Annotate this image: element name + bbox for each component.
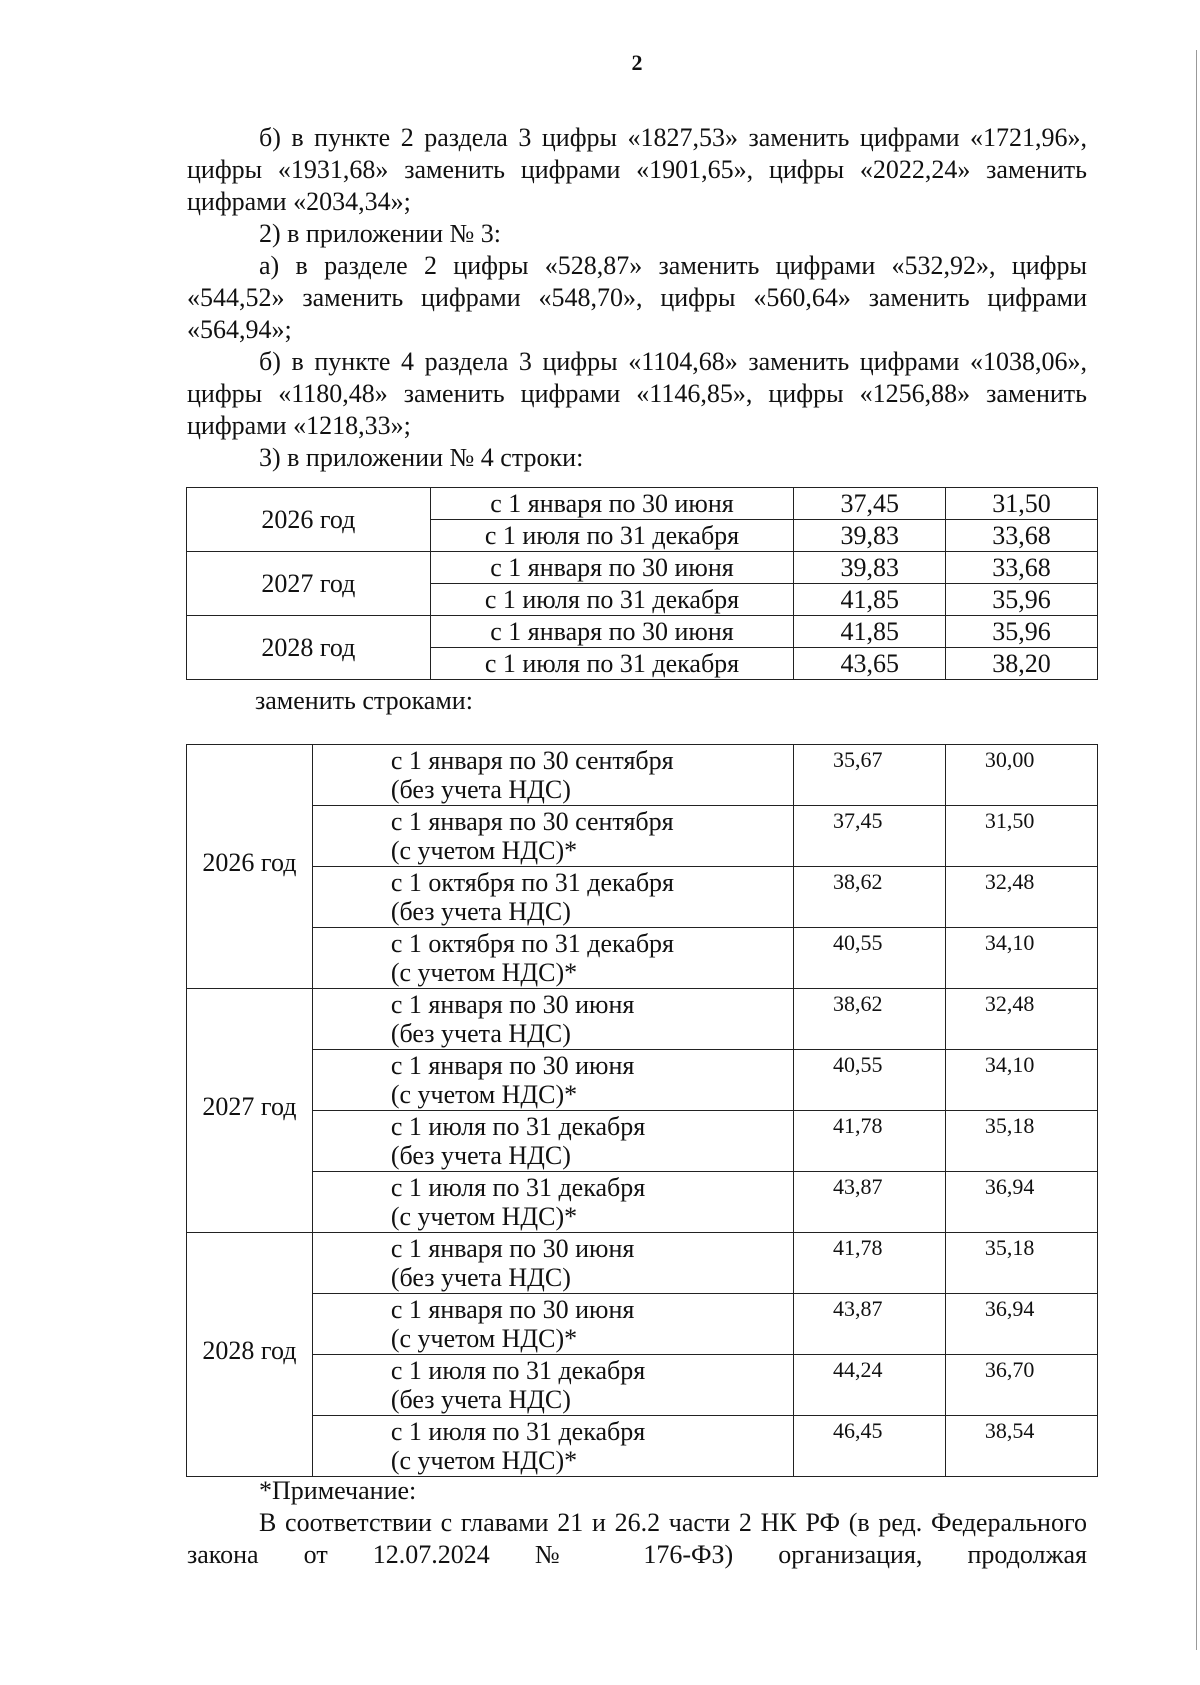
- period-cell: с 1 января по 30 июня: [430, 616, 794, 648]
- table-row: [187, 1355, 1098, 1416]
- period-cell: [312, 1172, 793, 1233]
- value-cell: 37,45: [794, 806, 946, 867]
- year-cell: 2028 год: [187, 616, 431, 680]
- vat-note-line: (с учетом НДС)*: [390, 1202, 578, 1231]
- year-cell: 2027 год: [187, 552, 431, 616]
- value-cell: 41,85: [794, 616, 946, 648]
- period-cell: с 1 января по 30 июня: [430, 488, 794, 520]
- vat-note-line: (с учетом НДС)*: [390, 1080, 578, 1109]
- value-cell: 44,24: [794, 1355, 946, 1416]
- vat-note-line: (с учетом НДС)*: [390, 836, 578, 865]
- table-row: [187, 488, 1098, 520]
- value-cell: 34,10: [946, 1050, 1098, 1111]
- vat-note-line: (с учетом НДС)*: [390, 1324, 578, 1353]
- value-cell: 36,94: [946, 1172, 1098, 1233]
- period-cell: [312, 867, 793, 928]
- vat-note-line: (без учета НДС): [390, 1385, 571, 1414]
- period-line: с 1 июля по 31 декабря: [390, 1173, 646, 1202]
- table-row: [187, 1050, 1098, 1111]
- period-cell: [312, 1294, 793, 1355]
- period-cell: с 1 июля по 31 декабря: [430, 584, 794, 616]
- period-cell: [312, 806, 793, 867]
- table-row: [187, 616, 1098, 648]
- year-cell: 2026 год: [187, 745, 313, 989]
- table-row: [187, 928, 1098, 989]
- vat-note-line: (без учета НДС): [390, 1019, 571, 1048]
- table-row: [187, 989, 1098, 1050]
- value-cell: 43,87: [794, 1172, 946, 1233]
- page-number: 2: [631, 50, 643, 75]
- vat-note-line: (с учетом НДС)*: [390, 958, 578, 987]
- period-cell: [312, 989, 793, 1050]
- value-cell: 33,68: [946, 520, 1098, 552]
- period-cell: [312, 1355, 793, 1416]
- paragraph-3: 3) в приложении № 4 строки:: [259, 443, 584, 472]
- table-row: [187, 552, 1098, 584]
- note-text: В соответствии с главами 21 и 26.2 части 2 НК РФ (в ред. Федерального закона от 12.07.2024 № 176-ФЗ) организация, продолжая: [187, 1508, 1087, 1569]
- value-cell: 35,96: [946, 616, 1098, 648]
- value-cell: 35,67: [794, 745, 946, 806]
- value-cell: 32,48: [946, 867, 1098, 928]
- value-cell: 41,78: [794, 1233, 946, 1294]
- value-cell: 38,20: [946, 648, 1098, 680]
- paragraph-2b: б) в пункте 4 раздела 3 цифры «1104,68» заменить цифрами «1038,06», цифры «1180,48» заменить цифрами «1146,85», цифры «1256,88» заменить цифрами «1218,33»;: [187, 347, 1087, 440]
- value-cell: 32,48: [946, 989, 1098, 1050]
- amendment-text: [187, 122, 1087, 474]
- period-line: с 1 июля по 31 декабря: [390, 1417, 646, 1446]
- value-cell: 35,96: [946, 584, 1098, 616]
- period-line: с 1 января по 30 сентября: [390, 746, 674, 775]
- value-cell: 39,83: [794, 520, 946, 552]
- paragraph-2: 2) в приложении № 3:: [259, 219, 502, 248]
- value-cell: 37,45: [794, 488, 946, 520]
- old-rates-table: [186, 487, 1098, 680]
- period-line: с 1 июля по 31 декабря: [390, 1356, 646, 1385]
- vat-note-line: (с учетом НДС)*: [390, 1446, 578, 1475]
- vat-note-line: (без учета НДС): [390, 897, 571, 926]
- period-line: с 1 января по 30 сентября: [390, 807, 674, 836]
- value-cell: 34,10: [946, 928, 1098, 989]
- table-row: [187, 806, 1098, 867]
- page-edge-line: [1196, 50, 1197, 1650]
- value-cell: 38,62: [794, 867, 946, 928]
- value-cell: 35,18: [946, 1111, 1098, 1172]
- value-cell: 40,55: [794, 1050, 946, 1111]
- value-cell: 31,50: [946, 806, 1098, 867]
- replace-caption: заменить строками:: [255, 686, 473, 715]
- note-title: *Примечание:: [259, 1476, 417, 1505]
- value-cell: 40,55: [794, 928, 946, 989]
- year-cell: 2026 год: [187, 488, 431, 552]
- value-cell: 36,70: [946, 1355, 1098, 1416]
- table-row: [187, 1294, 1098, 1355]
- value-cell: 39,83: [794, 552, 946, 584]
- table-row: [187, 1233, 1098, 1294]
- period-cell: [312, 1416, 793, 1477]
- period-cell: с 1 июля по 31 декабря: [430, 648, 794, 680]
- period-cell: [312, 928, 793, 989]
- table-row: [187, 1172, 1098, 1233]
- period-line: с 1 января по 30 июня: [390, 990, 635, 1019]
- value-cell: 43,65: [794, 648, 946, 680]
- period-cell: с 1 июля по 31 декабря: [430, 520, 794, 552]
- value-cell: 35,18: [946, 1233, 1098, 1294]
- year-cell: 2028 год: [187, 1233, 313, 1477]
- value-cell: 46,45: [794, 1416, 946, 1477]
- paragraph-1b: б) в пункте 2 раздела 3 цифры «1827,53» заменить цифрами «1721,96», цифры «1931,68» заменить цифрами «1901,65», цифры «2022,24» заменить цифрами «2034,34»;: [187, 123, 1087, 216]
- paragraph-2a: а) в разделе 2 цифры «528,87» заменить цифрами «532,92», цифры «544,52» заменить цифрами «548,70», цифры «560,64» заменить цифрами «564,94»;: [187, 251, 1087, 344]
- period-cell: с 1 января по 30 июня: [430, 552, 794, 584]
- value-cell: 36,94: [946, 1294, 1098, 1355]
- period-cell: [312, 745, 793, 806]
- value-cell: 41,78: [794, 1111, 946, 1172]
- vat-note-line: (без учета НДС): [390, 1263, 571, 1292]
- value-cell: 31,50: [946, 488, 1098, 520]
- value-cell: 30,00: [946, 745, 1098, 806]
- value-cell: 43,87: [794, 1294, 946, 1355]
- value-cell: 41,85: [794, 584, 946, 616]
- note: [187, 1475, 1087, 1571]
- period-line: с 1 января по 30 июня: [390, 1295, 635, 1324]
- period-line: с 1 октября по 31 декабря: [390, 929, 675, 958]
- period-cell: [312, 1050, 793, 1111]
- period-line: с 1 октября по 31 декабря: [390, 868, 675, 897]
- value-cell: 38,62: [794, 989, 946, 1050]
- vat-note-line: (без учета НДС): [390, 775, 571, 804]
- table-row: [187, 745, 1098, 806]
- period-line: с 1 января по 30 июня: [390, 1051, 635, 1080]
- table-row: [187, 1416, 1098, 1477]
- new-rates-table: [186, 744, 1098, 1477]
- period-cell: [312, 1233, 793, 1294]
- period-line: с 1 июля по 31 декабря: [390, 1112, 646, 1141]
- year-cell: 2027 год: [187, 989, 313, 1233]
- value-cell: 33,68: [946, 552, 1098, 584]
- vat-note-line: (без учета НДС): [390, 1141, 571, 1170]
- period-line: с 1 января по 30 июня: [390, 1234, 635, 1263]
- period-cell: [312, 1111, 793, 1172]
- value-cell: 38,54: [946, 1416, 1098, 1477]
- table-row: [187, 1111, 1098, 1172]
- table-row: [187, 867, 1098, 928]
